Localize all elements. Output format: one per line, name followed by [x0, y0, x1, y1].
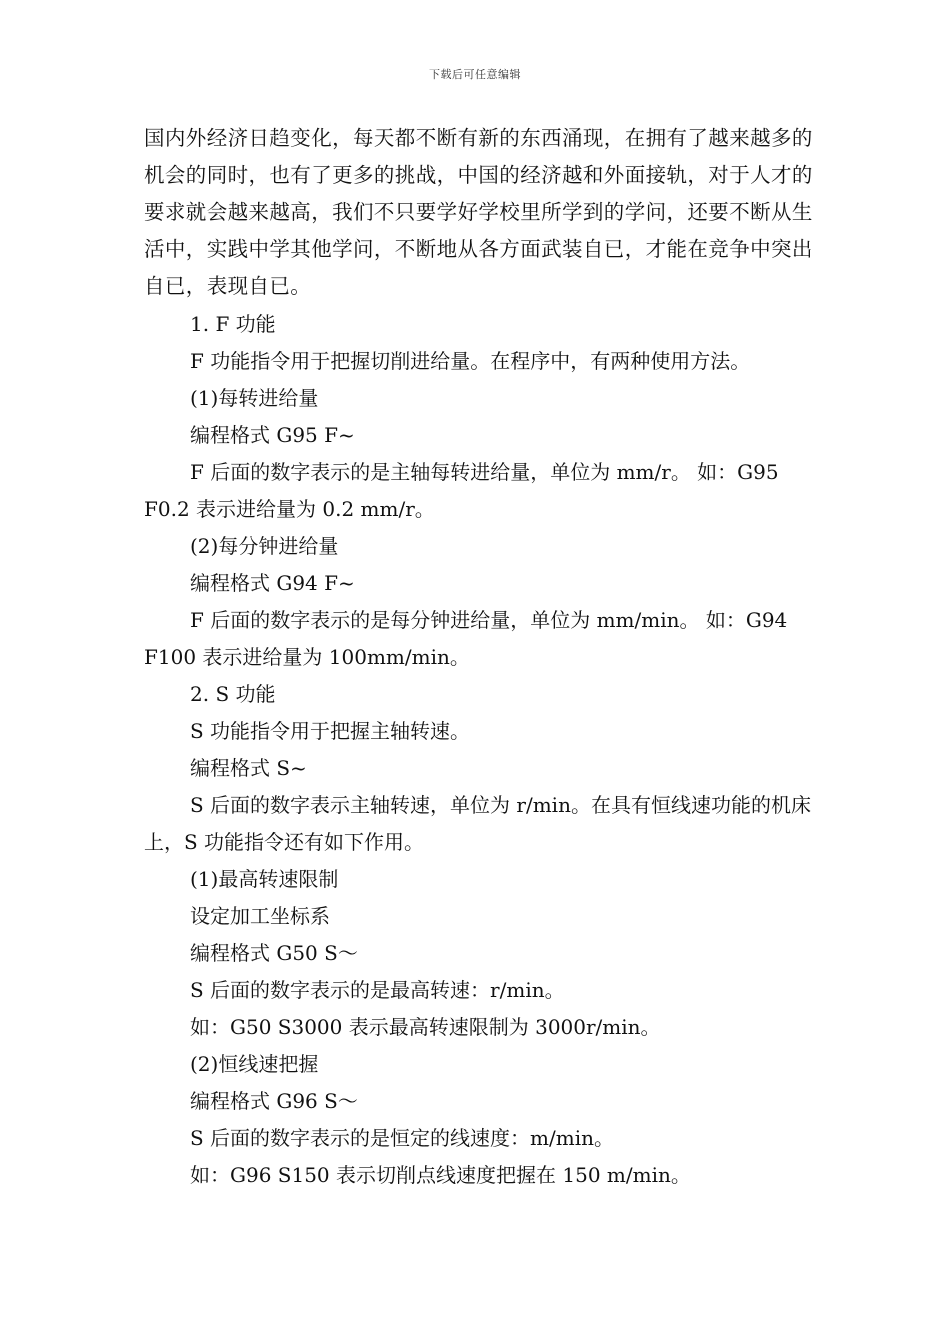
subheading: (2)每分钟进给量: [190, 534, 339, 558]
format-line: 编程格式 S~: [190, 756, 307, 780]
example-line: 如：G96 S150 表示切削点线速度把握在 150 m/min。: [190, 1163, 691, 1187]
format-line: 编程格式 G96 S～: [190, 1089, 358, 1113]
example-line: 如：G50 S3000 表示最高转速限制为 3000r/min。: [190, 1015, 661, 1039]
subheading: (2)恒线速把握: [190, 1052, 319, 1076]
section-heading-f: 1. F 功能: [190, 312, 276, 336]
subheading: (1)最高转速限制: [190, 867, 339, 891]
format-line: 编程格式 G95 F~: [190, 423, 355, 447]
paragraph: 设定加工坐标系: [190, 904, 330, 928]
format-line: 编程格式 G50 S～: [190, 941, 358, 965]
format-line: 编程格式 G94 F~: [190, 571, 355, 595]
paragraph: S 后面的数字表示的是恒定的线速度：m/min。: [190, 1126, 615, 1150]
section-heading-s: 2. S 功能: [190, 682, 276, 706]
paragraph: F 后面的数字表示的是每分钟进给量，单位为 mm/min。 如：G94 F100 表示进给量为 100mm/min。: [144, 608, 788, 669]
paragraph: S 功能指令用于把握主轴转速。: [190, 719, 471, 743]
paragraph: F 功能指令用于把握切削进给量。在程序中，有两种使用方法。: [190, 349, 751, 373]
subheading: (1)每转进给量: [190, 386, 319, 410]
document-body: [144, 120, 824, 1194]
intro-paragraph: 国内外经济日趋变化，每天都不断有新的东西涌现，在拥有了越来越多的机会的同时，也有了更多的挑战，中国的经济越和外面接轨，对于人才的要求就会越来越高，我们不只要学好学校里所学到的学问，还要不断从生活中，实践中学其他学问，不断地从各方面武装自已，才能在竞争中突出自已，表现自已。: [144, 126, 813, 298]
page-header: 下载后可任意编辑: [429, 68, 521, 81]
paragraph: F 后面的数字表示的是主轴每转进给量，单位为 mm/r。 如：G95 F0.2 表示进给量为 0.2 mm/r。: [144, 460, 779, 521]
paragraph: S 后面的数字表示主轴转速，单位为 r/min。在具有恒线速功能的机床上，S 功能指令还有如下作用。: [144, 793, 811, 854]
paragraph: S 后面的数字表示的是最高转速：r/min。: [190, 978, 565, 1002]
